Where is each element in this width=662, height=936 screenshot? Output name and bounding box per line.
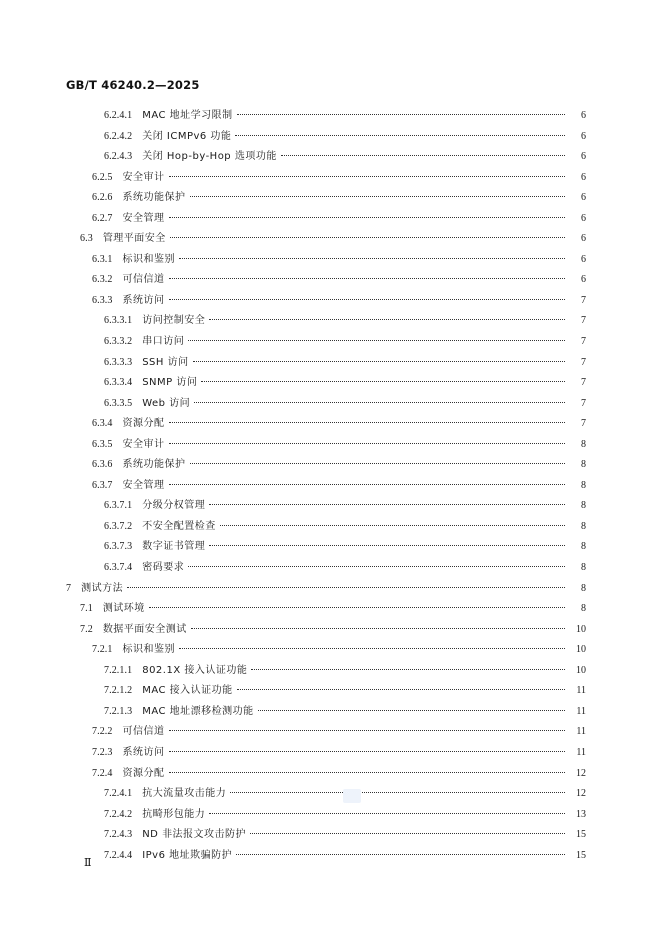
toc-entry-page: 12: [576, 788, 586, 800]
toc-entry-page: 12: [576, 767, 586, 779]
toc-entry-number: 6.3.6: [92, 459, 113, 471]
toc-entry[interactable]: [66, 106, 586, 127]
toc-entry[interactable]: [66, 722, 586, 743]
toc-leader-dots: [250, 832, 565, 834]
toc-entry-number: 7.2.1: [92, 644, 113, 656]
toc-entry-page: 6: [581, 171, 586, 183]
toc-leader-dots: [281, 154, 565, 156]
toc-entry[interactable]: [66, 558, 586, 579]
toc-entry[interactable]: [66, 147, 586, 168]
toc-entry-title: 资源分配: [122, 418, 165, 430]
toc-entry[interactable]: [66, 599, 586, 620]
toc-entry-page: 7: [581, 397, 586, 409]
toc-leader-dots: [188, 339, 565, 341]
toc-entry-title: 串口访问: [142, 336, 185, 348]
toc-leader-dots: [169, 216, 566, 218]
toc-entry-page: 13: [576, 808, 586, 820]
toc-entry[interactable]: [66, 414, 586, 435]
toc-entry-title: 管理平面安全: [102, 233, 166, 245]
toc-entry-page: 8: [581, 582, 586, 594]
toc-entry[interactable]: [66, 805, 586, 826]
toc-leader-dots: [179, 647, 565, 649]
toc-entry-number: 6.2.7: [92, 212, 113, 224]
toc-entry[interactable]: [66, 209, 586, 230]
toc-leader-dots: [149, 606, 565, 608]
toc-entry-title: SSH 访问: [142, 356, 189, 368]
toc-entry-number: 6.3.3: [92, 294, 113, 306]
toc-entry-title: 安全审计: [122, 171, 165, 183]
toc-entry-title: 关闭 ICMPv6 功能: [142, 130, 232, 142]
toc-entry-page: 6: [581, 151, 586, 163]
toc-entry-page: 7: [581, 377, 586, 389]
toc-entry[interactable]: [66, 764, 586, 785]
toc-entry-number: 6.3.7.3: [104, 541, 133, 553]
toc-entry-title: 抗畸形包能力: [142, 808, 206, 820]
toc-entry-number: 6.3.2: [92, 274, 113, 286]
toc-entry-number: 7.1: [80, 603, 93, 615]
toc-leader-dots: [169, 175, 566, 177]
table-of-contents: [66, 106, 586, 866]
toc-entry[interactable]: [66, 537, 586, 558]
toc-entry-title: 分级分权管理: [142, 500, 206, 512]
toc-leader-dots: [127, 586, 565, 588]
toc-leader-dots: [237, 688, 565, 690]
toc-entry-page: 11: [576, 726, 586, 738]
toc-entry-number: 6.3.1: [92, 253, 113, 265]
toc-entry[interactable]: [66, 476, 586, 497]
toc-entry[interactable]: [66, 435, 586, 456]
toc-entry[interactable]: [66, 311, 586, 332]
toc-entry-page: 6: [581, 233, 586, 245]
toc-entry-title: 802.1X 接入认证功能: [142, 664, 248, 676]
toc-leader-dots: [179, 257, 565, 259]
toc-entry-number: 7.2.4.1: [104, 788, 133, 800]
toc-entry-page: 8: [581, 479, 586, 491]
toc-entry-title: 安全管理: [122, 479, 165, 491]
toc-entry-page: 11: [576, 685, 586, 697]
toc-leader-dots: [170, 236, 565, 238]
toc-leader-dots: [237, 113, 565, 115]
toc-entry-title: 数据平面安全测试: [102, 623, 187, 635]
watermark-mark: [343, 789, 361, 803]
toc-entry-title: 标识和鉴别: [122, 253, 175, 265]
toc-leader-dots: [235, 134, 565, 136]
toc-entry-number: 6.3.7.1: [104, 500, 133, 512]
toc-entry-page: 7: [581, 336, 586, 348]
toc-entry-title: 系统访问: [122, 294, 165, 306]
toc-entry-page: 8: [581, 438, 586, 450]
toc-leader-dots: [188, 565, 565, 567]
toc-leader-dots: [169, 771, 566, 773]
toc-entry-title: 系统功能保护: [122, 192, 186, 204]
toc-leader-dots: [258, 709, 565, 711]
toc-entry-title: 资源分配: [122, 767, 165, 779]
toc-entry[interactable]: [66, 702, 586, 723]
toc-entry-number: 6.3.3.3: [104, 356, 133, 368]
toc-leader-dots: [209, 503, 565, 505]
toc-entry[interactable]: [66, 455, 586, 476]
toc-entry[interactable]: [66, 579, 586, 600]
toc-leader-dots: [190, 462, 566, 464]
toc-entry-title: MAC 地址漂移检测功能: [142, 705, 254, 717]
toc-entry-number: 7.2.1.1: [104, 664, 133, 676]
toc-entry-page: 10: [576, 664, 586, 676]
toc-entry[interactable]: [66, 127, 586, 148]
toc-entry-title: 测试方法: [81, 582, 124, 594]
toc-entry-page: 6: [581, 130, 586, 142]
toc-entry[interactable]: [66, 681, 586, 702]
toc-entry-title: 数字证书管理: [142, 541, 206, 553]
toc-entry-page: 8: [581, 500, 586, 512]
toc-entry-title: 可信信道: [122, 274, 165, 286]
toc-leader-dots: [169, 298, 566, 300]
toc-entry[interactable]: [66, 640, 586, 661]
toc-entry-number: 7.2.1.2: [104, 685, 133, 697]
toc-leader-dots: [169, 277, 566, 279]
toc-entry[interactable]: [66, 825, 586, 846]
toc-entry-page: 6: [581, 110, 586, 121]
toc-entry-title: MAC 地址学习限制: [142, 110, 233, 121]
toc-leader-dots: [169, 421, 566, 423]
toc-entry-page: 6: [581, 192, 586, 204]
toc-leader-dots: [169, 442, 566, 444]
toc-entry-number: 6.3.5: [92, 438, 113, 450]
toc-entry-page: 8: [581, 562, 586, 574]
toc-entry-title: 标识和鉴别: [122, 644, 175, 656]
toc-entry[interactable]: [66, 250, 586, 271]
toc-entry-page: 10: [576, 623, 586, 635]
toc-leader-dots: [169, 483, 566, 485]
toc-entry-number: 6.3.3.4: [104, 377, 133, 389]
toc-entry-title: 访问控制安全: [142, 315, 206, 327]
toc-leader-dots: [169, 729, 566, 731]
page-number: Ⅱ: [84, 857, 92, 869]
toc-entry-page: 7: [581, 418, 586, 430]
toc-entry-page: 8: [581, 459, 586, 471]
toc-entry-page: 7: [581, 356, 586, 368]
toc-entry-number: 6.3.3.2: [104, 336, 133, 348]
toc-entry[interactable]: [66, 846, 586, 867]
toc-leader-dots: [209, 812, 565, 814]
toc-entry-number: 7.2.3: [92, 746, 113, 758]
toc-entry-page: 6: [581, 253, 586, 265]
toc-leader-dots: [169, 750, 566, 752]
toc-entry-number: 7.2.4: [92, 767, 113, 779]
toc-entry[interactable]: [66, 270, 586, 291]
toc-entry-page: 11: [576, 746, 586, 758]
toc-leader-dots: [220, 524, 565, 526]
toc-leader-dots: [191, 627, 565, 629]
toc-entry[interactable]: [66, 168, 586, 189]
toc-entry-number: 6.3.7: [92, 479, 113, 491]
toc-entry-title: ND 非法报文攻击防护: [142, 829, 247, 841]
toc-entry-title: 系统功能保护: [122, 459, 186, 471]
toc-entry[interactable]: [66, 353, 586, 374]
toc-entry-title: 抗大流量攻击能力: [142, 788, 227, 800]
toc-entry-number: 7.2.1.3: [104, 705, 133, 717]
toc-entry-number: 6.3.3.1: [104, 315, 133, 327]
toc-entry[interactable]: [66, 332, 586, 353]
toc-entry-title: 系统访问: [122, 746, 165, 758]
toc-entry-number: 7.2.2: [92, 726, 113, 738]
toc-entry-number: 6.2.5: [92, 171, 113, 183]
toc-entry-title: 安全管理: [122, 212, 165, 224]
toc-entry-page: 7: [581, 294, 586, 306]
toc-leader-dots: [190, 195, 566, 197]
toc-entry[interactable]: [66, 229, 586, 250]
document-header-standard-id: GB/T 46240.2—2025: [66, 78, 200, 92]
toc-entry[interactable]: [66, 394, 586, 415]
toc-entry-number: 6.2.4.1: [104, 110, 133, 121]
toc-entry[interactable]: [66, 496, 586, 517]
toc-entry-page: 7: [581, 315, 586, 327]
toc-entry-number: 7.2.4.2: [104, 808, 133, 820]
toc-entry-number: 6.3.7.2: [104, 520, 133, 532]
toc-entry-page: 8: [581, 603, 586, 615]
toc-leader-dots: [209, 318, 565, 320]
toc-entry[interactable]: [66, 517, 586, 538]
toc-entry-page: 6: [581, 274, 586, 286]
toc-entry[interactable]: [66, 784, 586, 805]
toc-leader-dots: [201, 380, 565, 382]
toc-entry-page: 15: [576, 829, 586, 841]
toc-entry[interactable]: [66, 291, 586, 312]
toc-entry-page: 8: [581, 541, 586, 553]
toc-entry-number: 6.3.7.4: [104, 562, 133, 574]
toc-entry-title: Web 访问: [142, 397, 191, 409]
toc-entry-title: 关闭 Hop-by-Hop 选项功能: [142, 151, 277, 163]
toc-entry-page: 6: [581, 212, 586, 224]
toc-entry-number: 6.3.4: [92, 418, 113, 430]
toc-entry-number: 6.2.4.3: [104, 151, 133, 163]
toc-entry-title: 密码要求: [142, 562, 185, 574]
toc-entry-title: IPv6 地址欺骗防护: [142, 849, 233, 861]
toc-leader-dots: [236, 853, 565, 855]
toc-entry-title: 不安全配置检查: [142, 520, 216, 532]
toc-entry-number: 6.2.4.2: [104, 130, 133, 142]
toc-leader-dots: [251, 668, 565, 670]
toc-entry-number: 6.2.6: [92, 192, 113, 204]
toc-entry-page: 10: [576, 644, 586, 656]
toc-entry-page: 8: [581, 520, 586, 532]
toc-entry-number: 7: [66, 582, 72, 594]
toc-entry[interactable]: [66, 188, 586, 209]
toc-entry-title: SNMP 访问: [142, 377, 198, 389]
toc-entry-number: 6.3.3.5: [104, 397, 133, 409]
toc-entry-number: 6.3: [80, 233, 93, 245]
toc-entry-number: 7.2: [80, 623, 93, 635]
toc-entry-title: 可信信道: [122, 726, 165, 738]
toc-entry-page: 11: [576, 705, 586, 717]
toc-entry[interactable]: [66, 661, 586, 682]
toc-leader-dots: [194, 401, 565, 403]
toc-entry-title: MAC 接入认证功能: [142, 685, 233, 697]
toc-entry[interactable]: [66, 743, 586, 764]
toc-entry-number: 7.2.4.3: [104, 829, 133, 841]
toc-entry[interactable]: [66, 620, 586, 641]
toc-entry[interactable]: [66, 373, 586, 394]
toc-leader-dots: [209, 544, 565, 546]
toc-entry-title: 安全审计: [122, 438, 165, 450]
toc-entry-page: 15: [576, 849, 586, 861]
toc-entry-number: 7.2.4.4: [104, 849, 133, 861]
toc-leader-dots: [193, 360, 565, 362]
toc-leader-dots: [230, 791, 565, 793]
toc-entry-title: 测试环境: [102, 603, 145, 615]
